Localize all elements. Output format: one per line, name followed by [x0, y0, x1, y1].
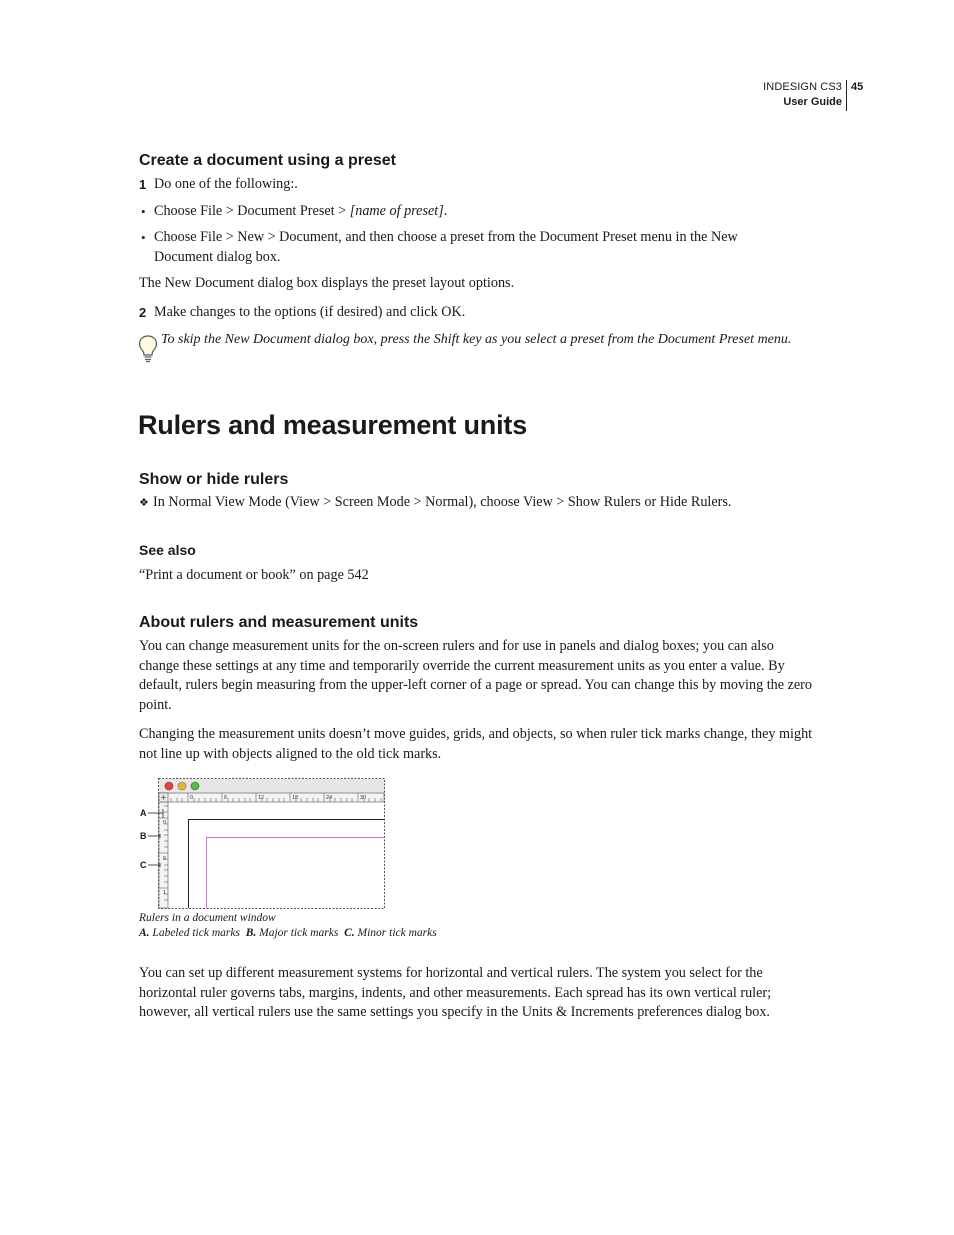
header-divider	[846, 80, 847, 111]
figure-label-c: C	[140, 860, 147, 870]
tip-text: To skip the New Document dialog box, press the Shift key as you select a preset from the Document Preset menu.	[161, 332, 792, 347]
rulers-figure	[148, 776, 388, 912]
lightbulb-icon	[137, 334, 159, 364]
bullet-1	[154, 202, 794, 222]
main-heading: Rulers and measurement units	[138, 410, 528, 440]
bullet-1-suffix: .	[443, 203, 448, 219]
window-close-button	[165, 782, 173, 790]
bullet-marker: •	[141, 204, 146, 219]
legend-b-text: Major tick marks	[259, 927, 339, 939]
legend-c-key: C.	[344, 927, 355, 939]
bullet-marker: •	[141, 230, 146, 245]
header-guide: User Guide	[783, 96, 842, 108]
figure-label-a: A	[140, 808, 147, 818]
legend-a-text: Labeled tick marks	[152, 927, 240, 939]
figure-caption-title: Rulers in a document window	[139, 912, 276, 924]
about-paragraph-3: You can set up different measurement systems for horizontal and vertical rulers. The system you select for the horizontal ruler governs tabs, margins, indents, and other measurements. Each spread has its own vertical ruler; however, all vertical rulers use the same settings you specify in the Units & Increments preferences dialog box.	[139, 965, 772, 1021]
vruler-label: 0	[163, 820, 167, 826]
preset-note: The New Document dialog box displays the preset layout options.	[139, 275, 515, 291]
vruler-label: 1	[163, 890, 167, 896]
step-2-text: Make changes to the options (if desired) and click OK.	[154, 304, 466, 320]
heading-show-hide-rulers: Show or hide rulers	[139, 471, 289, 488]
figure-label-b: B	[140, 831, 147, 841]
heading-see-also: See also	[139, 542, 196, 558]
vruler-label: 6	[163, 856, 167, 862]
header-product: INDESIGN CS3	[763, 81, 842, 93]
show-hide-rulers-text: In Normal View Mode (View > Screen Mode > Normal), choose View > Show Rulers or Hide Rulers.	[153, 494, 732, 510]
legend-a-key: A.	[139, 927, 150, 939]
bullet-1-prefix: Choose File > Document Preset >	[154, 203, 350, 219]
step-2-number: 2	[139, 305, 147, 320]
bullet-2: Choose File > New > Document, and then choose a preset from the Document Preset menu in the New Document dialog box.	[154, 229, 738, 265]
legend-c-text: Minor tick marks	[357, 927, 437, 939]
heading-about-rulers: About rulers and measurement units	[139, 614, 419, 631]
step-1-text: Do one of the following:.	[154, 176, 298, 192]
page-number: 45	[851, 81, 864, 93]
hruler-label: 24	[326, 795, 333, 801]
action-marker: ❖	[139, 497, 149, 509]
window-minimize-button	[178, 782, 186, 790]
hruler-label: 0	[190, 795, 194, 801]
hruler-label: 18	[292, 795, 299, 801]
figure-caption-legend	[139, 926, 437, 941]
heading-create-document-preset: Create a document using a preset	[139, 152, 396, 169]
legend-b-key: B.	[245, 927, 257, 939]
hruler-label: 6	[224, 795, 228, 801]
bullet-1-italic: [name of preset]	[349, 203, 444, 219]
hruler-label: 30	[360, 795, 367, 801]
about-paragraph-2: Changing the measurement units doesn’t move guides, grids, and objects, so when ruler tick marks change, they might not line up with objects aligned to the old tick marks.	[139, 726, 813, 762]
running-header	[763, 80, 842, 110]
window-zoom-button	[191, 782, 199, 790]
hruler-label: 12	[258, 795, 265, 801]
see-also-link[interactable]: “Print a document or book” on page 542	[139, 567, 369, 583]
about-paragraph-1: You can change measurement units for the on-screen rulers and for use in panels and dialog boxes; you can also change these settings at any time and temporarily override the current measurement units as you enter a value. By default, rulers begin measuring from the upper-left corner of a page or spread. You can change this by moving the zero point.	[139, 638, 813, 713]
step-1-number: 1	[139, 177, 147, 192]
